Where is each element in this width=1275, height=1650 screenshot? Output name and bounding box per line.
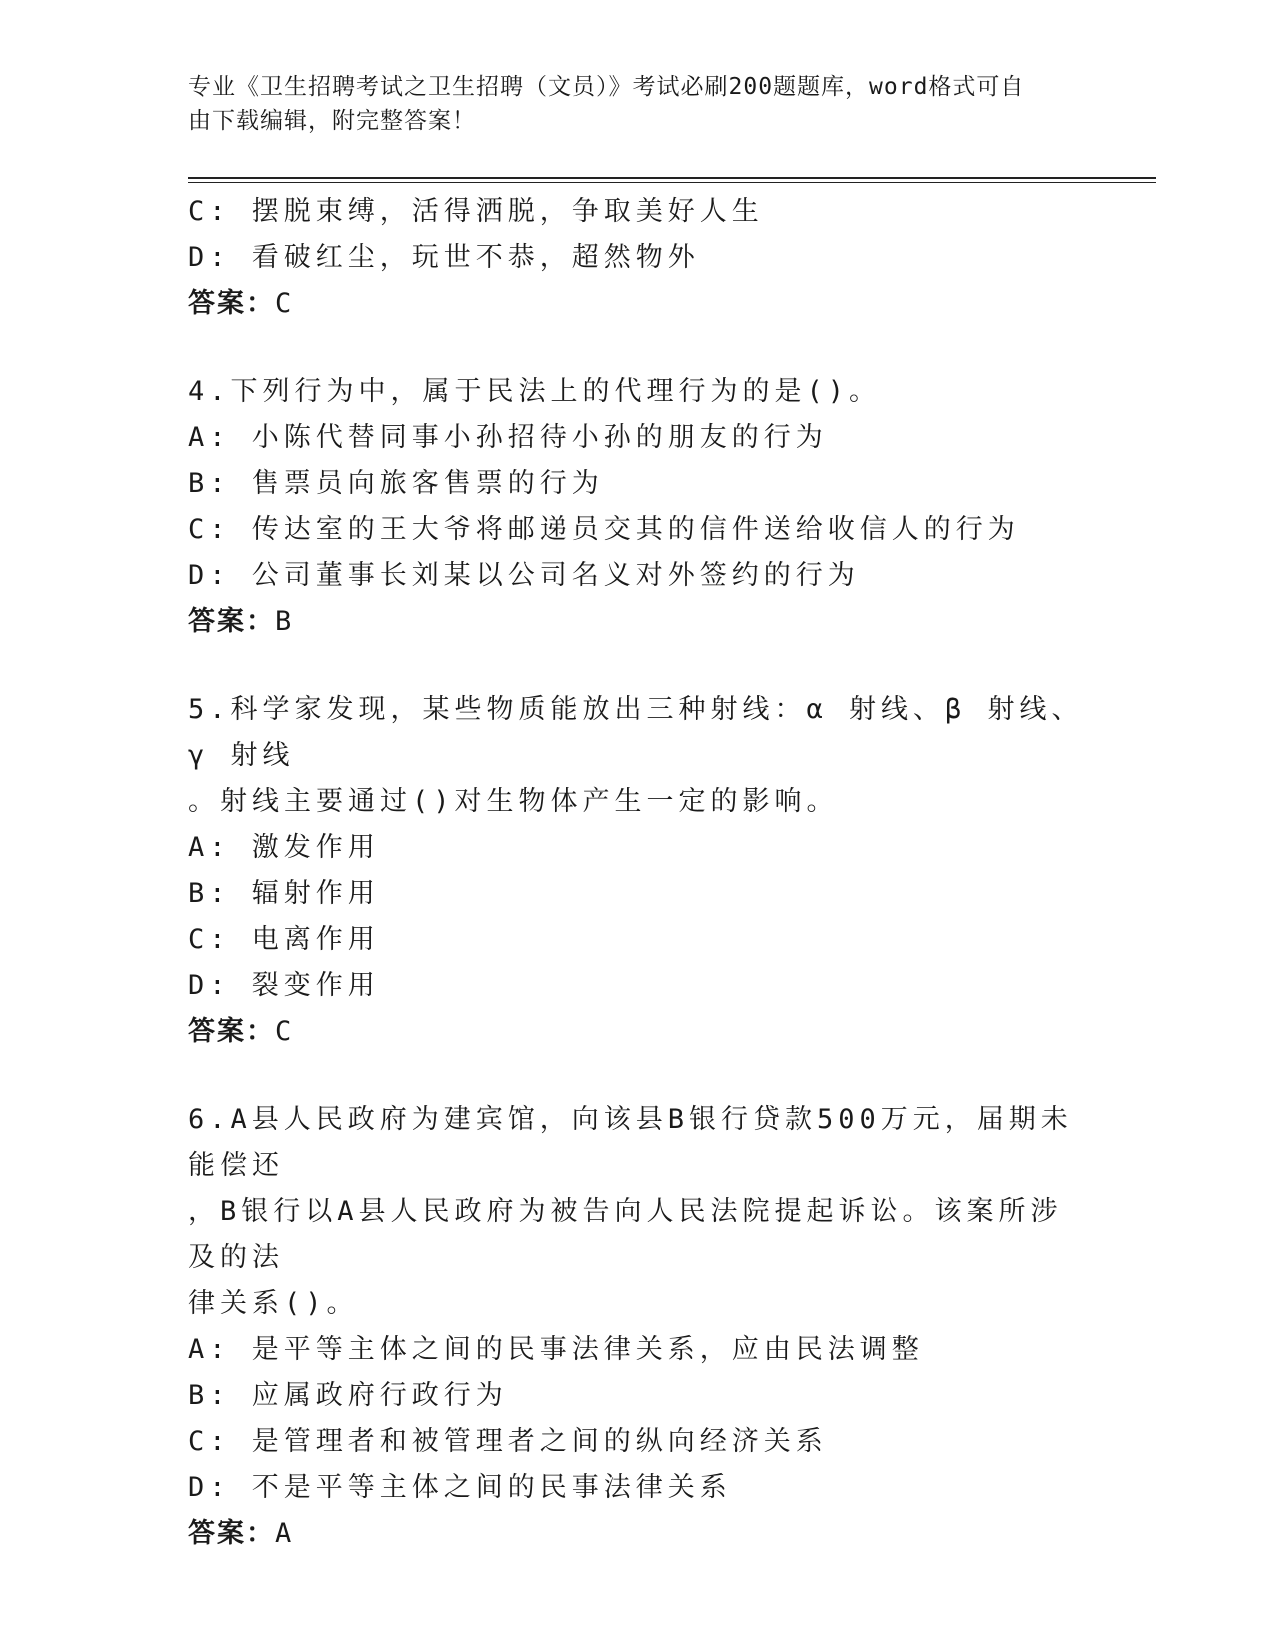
header-line-1: 专业《卫生招聘考试之卫生招聘（文员）》考试必刷200题题库，word格式可自 — [188, 74, 1025, 100]
header-divider-thin — [188, 182, 1156, 183]
question-list — [188, 189, 1088, 1557]
answer-line: 答案：C — [188, 288, 294, 319]
answer-line: 答案：B — [188, 606, 294, 637]
question-stem-line-2: ，B银行以A县人民政府为被告向人民法院提起诉讼。该案所涉及的法 — [188, 1196, 1063, 1273]
question-4 — [188, 369, 1088, 645]
header-line-2: 由下载编辑，附完整答案！ — [188, 108, 476, 134]
option-c: C: 传达室的王大爷将邮递员交其的信件送给收信人的行为 — [188, 514, 1020, 545]
question-stem-line-2: 。射线主要通过()对生物体产生一定的影响。 — [188, 786, 839, 817]
option-c: C: 摆脱束缚，活得洒脱，争取美好人生 — [188, 196, 764, 227]
option-c: C: 电离作用 — [188, 924, 380, 955]
option-a: A: 是平等主体之间的民事法律关系，应由民法调整 — [188, 1334, 924, 1365]
option-a: A: 小陈代替同事小孙招待小孙的朋友的行为 — [188, 422, 828, 453]
question-6 — [188, 1097, 1088, 1557]
option-b: B: 应属政府行政行为 — [188, 1380, 508, 1411]
answer-line: 答案：C — [188, 1016, 294, 1047]
question-stem-line-1: 5.科学家发现，某些物质能放出三种射线：α 射线、β 射线、γ 射线 — [188, 694, 1084, 771]
question-5 — [188, 687, 1088, 1055]
option-b: B: 售票员向旅客售票的行为 — [188, 468, 604, 499]
header-divider — [188, 177, 1156, 179]
page-header — [188, 70, 1088, 138]
option-d: D: 公司董事长刘某以公司名义对外签约的行为 — [188, 560, 860, 591]
question-stem-line-3: 律关系()。 — [188, 1288, 359, 1319]
option-d: D: 看破红尘，玩世不恭，超然物外 — [188, 242, 700, 273]
option-d: D: 不是平等主体之间的民事法律关系 — [188, 1472, 732, 1503]
option-a: A: 激发作用 — [188, 832, 380, 863]
question-stem: 4.下列行为中，属于民法上的代理行为的是()。 — [188, 376, 882, 407]
question-stem-line-1: 6.A县人民政府为建宾馆，向该县B银行贷款500万元，届期未能偿还 — [188, 1104, 1073, 1181]
question-3-partial — [188, 189, 1088, 327]
option-d: D: 裂变作用 — [188, 970, 380, 1001]
option-c: C: 是管理者和被管理者之间的纵向经济关系 — [188, 1426, 828, 1457]
option-b: B: 辐射作用 — [188, 878, 380, 909]
answer-line: 答案：A — [188, 1518, 294, 1549]
